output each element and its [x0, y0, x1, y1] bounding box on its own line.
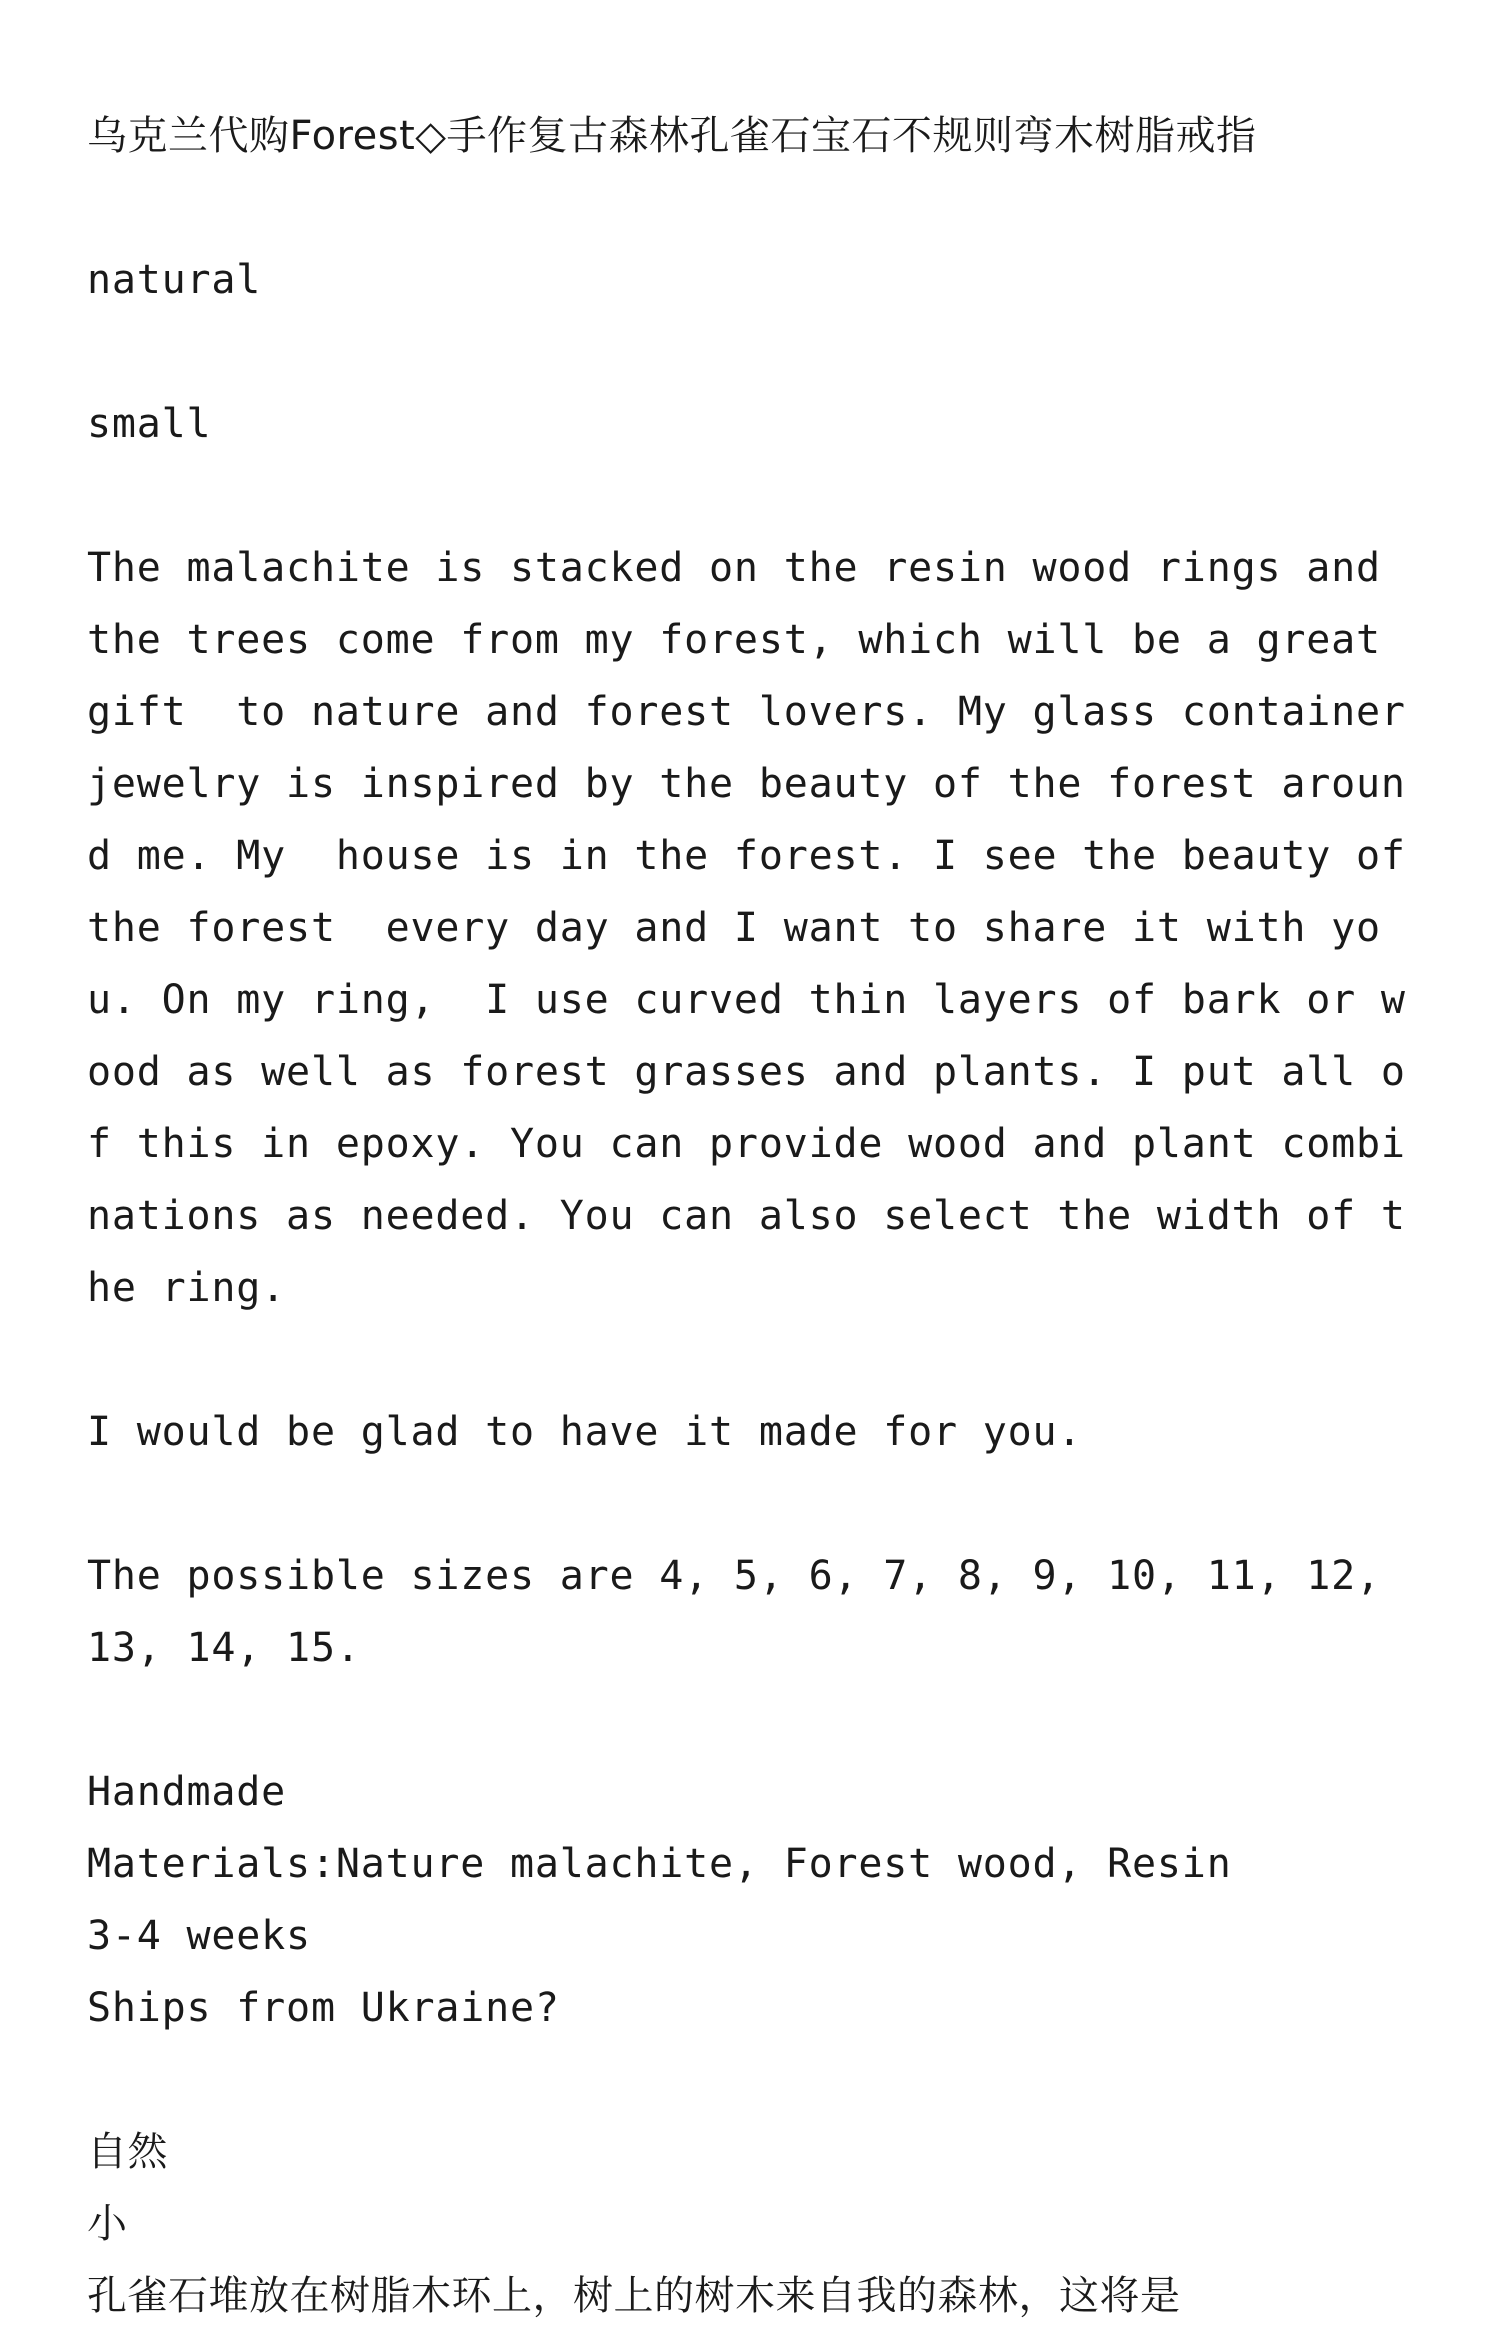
description-english: The malachite is stacked on the resin wood rings and the trees come from my forest, which will be a great gift to nature and forest lovers. My glass container jewelry is inspired by the beauty of the forest around me. My house is in the forest. I see the beauty of the forest every day and I want to share it with you. On my ring, I use curved thin layers of bark or wood as well as forest grasses and plants. I put all of this in epoxy. You can provide wood and plant combinations as needed. You can also select the width of the ring.	[87, 545, 1431, 1311]
product-description	[87, 100, 1431, 2332]
lead-time-label: 3-4 weeks	[87, 1913, 311, 1959]
sizes-note: The possible sizes are 4, 5, 6, 7, 8, 9, 10, 11, 12, 13, 14, 15.	[87, 1553, 1406, 1671]
color-option: natural	[87, 257, 262, 303]
size-option: small	[87, 401, 212, 447]
handmade-label: Handmade	[87, 1769, 287, 1815]
ships-from-label: Ships from Ukraine?	[87, 1985, 560, 2031]
materials-label: Materials:Nature malachite, Forest wood, Resin	[87, 1841, 1232, 1887]
color-option-cn: 自然	[87, 2129, 168, 2175]
product-title: 乌克兰代购Forest◇手作复古森林孔雀石宝石不规则弯木树脂戒指	[87, 113, 1257, 159]
made-for-you-note: I would be glad to have it made for you.	[87, 1409, 1083, 1455]
size-option-cn: 小	[87, 2201, 128, 2247]
description-chinese: 孔雀石堆放在树脂木环上，树上的树木来自我的森林，这将是	[87, 2273, 1181, 2319]
